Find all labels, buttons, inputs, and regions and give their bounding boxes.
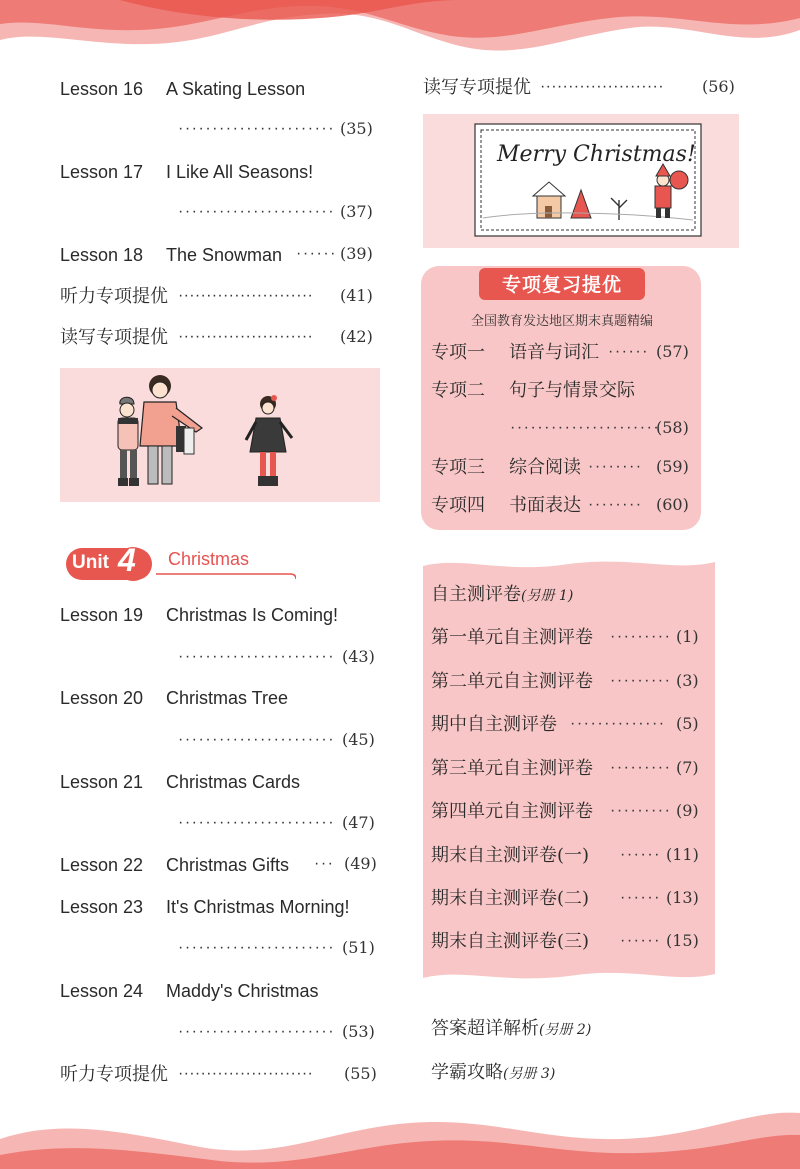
page-number: (58) [656, 418, 689, 437]
winter-children-illustration [60, 368, 380, 502]
lesson-title: Christmas Gifts [166, 855, 290, 875]
page-number: (53) [342, 1022, 375, 1041]
answers-entry [431, 1018, 591, 1041]
leader-dots: ······················· [178, 203, 336, 220]
leader-dots: ······················· [178, 939, 336, 956]
toc-entry-lesson-16 [60, 78, 305, 100]
christmas-card-drawing [423, 114, 739, 248]
leader-dots: ······ [620, 932, 661, 949]
toc-entry-listening: 听力专项提优 [60, 1064, 168, 1085]
unit-number: 4 [118, 542, 136, 578]
page-number: (42) [340, 327, 373, 346]
leader-dots: ······················· [178, 648, 336, 665]
leader-dots: ························ [178, 1065, 314, 1082]
page-number: (55) [344, 1064, 377, 1083]
tests-heading [431, 584, 573, 607]
page-number: (5) [676, 714, 699, 733]
review-item-title: 句子与情景交际 [509, 380, 635, 401]
lesson-number: Lesson 24 [60, 981, 144, 1001]
leader-dots: ························ [178, 328, 314, 345]
page-number: (56) [702, 77, 735, 96]
lesson-number: Lesson 17 [60, 162, 144, 182]
strategy-entry [431, 1062, 555, 1085]
leader-dots: ······················· [178, 814, 336, 831]
top-wave-decoration [0, 0, 800, 70]
lesson-number: Lesson 18 [60, 245, 144, 265]
leader-dots: ········· [610, 802, 672, 819]
toc-entry-lesson-18 [60, 244, 282, 266]
review-header-title: 专项复习提优 [501, 274, 622, 296]
review-item-title: 综合阅读 [509, 457, 581, 478]
page-number: (3) [676, 671, 699, 690]
toc-entry-listening: 听力专项提优 [60, 286, 168, 307]
page-number: (60) [656, 495, 689, 514]
test-item-title: 期中自主测评卷 [431, 714, 557, 735]
lesson-title: It's Christmas Morning! [166, 897, 350, 917]
review-item-label: 专项四 [431, 495, 485, 516]
toc-entry-reading-writing: 读写专项提优 [60, 327, 168, 348]
leader-dots: ······ [620, 846, 661, 863]
page-number: (47) [342, 813, 375, 832]
leader-dots: ··· [314, 855, 335, 872]
page-number: (43) [342, 647, 375, 666]
test-item-title: 第二单元自主测评卷 [431, 671, 593, 692]
page-number: (59) [656, 457, 689, 476]
toc-entry-lesson-20 [60, 687, 288, 709]
review-item-1 [431, 342, 599, 364]
lesson-title: Christmas Is Coming! [166, 605, 339, 625]
lesson-number: Lesson 19 [60, 605, 144, 625]
test-item-title: 期末自主测评卷(三) [431, 931, 590, 952]
merry-christmas-card [423, 114, 739, 248]
page-number: (57) [656, 342, 689, 361]
lesson-number: Lesson 21 [60, 772, 144, 792]
lesson-title: Maddy's Christmas [166, 981, 319, 1001]
page-number: (45) [342, 730, 375, 749]
page-number: (11) [666, 845, 699, 864]
leader-dots: ························ [178, 287, 314, 304]
merry-christmas-text: Merry Christmas! [497, 142, 696, 167]
page-number: (41) [340, 286, 373, 305]
review-item-label: 专项一 [431, 342, 485, 363]
leader-dots: ······················· [178, 731, 336, 748]
page-number: (51) [342, 938, 375, 957]
leader-dots: ········· [610, 759, 672, 776]
toc-entry-lesson-19 [60, 604, 338, 626]
toc-entry-lesson-23 [60, 896, 349, 918]
unit-label: Unit [72, 552, 109, 573]
page-number: (49) [344, 854, 377, 873]
toc-entry-lesson-21 [60, 771, 300, 793]
test-item-title: 第四单元自主测评卷 [431, 801, 593, 822]
test-item-title: 第三单元自主测评卷 [431, 758, 593, 779]
review-item-2 [431, 380, 635, 402]
review-item-title: 语音与词汇 [509, 342, 599, 363]
leader-dots: ······ [620, 889, 661, 906]
toc-entry-lesson-24 [60, 980, 318, 1002]
tests-heading-title: 自主测评卷 [431, 584, 521, 605]
page-number: (9) [676, 801, 699, 820]
review-item-title: 书面表达 [509, 495, 581, 516]
leader-dots: ······················· [178, 1023, 336, 1040]
lesson-number: Lesson 20 [60, 688, 144, 708]
winter-children-drawing [60, 368, 380, 502]
review-subtitle: 全国教育发达地区期末真题精编 [470, 314, 653, 329]
unit-underline [156, 573, 296, 579]
strategy-note: (另册 3) [503, 1066, 556, 1082]
lesson-title: A Skating Lesson [166, 79, 306, 99]
test-item-title: 期末自主测评卷(二) [431, 888, 590, 909]
leader-dots: ······ [296, 245, 337, 262]
strategy-title: 学霸攻略 [431, 1062, 503, 1083]
lesson-title: I Like All Seasons! [166, 162, 314, 182]
leader-dots: ········· [610, 628, 672, 645]
review-item-label: 专项三 [431, 457, 485, 478]
review-item-3 [431, 457, 581, 479]
page-number: (13) [666, 888, 699, 907]
unit-title: Christmas [168, 549, 250, 569]
leader-dots: ······················· [178, 120, 336, 137]
tests-heading-note: (另册 1) [521, 588, 574, 604]
toc-entry-lesson-22 [60, 854, 289, 876]
leader-dots: ·············· [570, 715, 666, 732]
page-number: (1) [676, 627, 699, 646]
lesson-number: Lesson 23 [60, 897, 144, 917]
toc-entry-lesson-17 [60, 161, 313, 183]
leader-dots: ········ [588, 458, 643, 475]
page-number: (35) [340, 119, 373, 138]
leader-dots: ······ [608, 343, 649, 360]
test-item-title: 期末自主测评卷(一) [431, 845, 590, 866]
leader-dots: ······················ [540, 78, 664, 95]
review-item-label: 专项二 [431, 380, 485, 401]
bottom-wave-decoration [0, 1089, 800, 1169]
leader-dots: ······················ [510, 419, 661, 436]
answers-note: (另册 2) [539, 1022, 592, 1038]
leader-dots: ········ [588, 496, 643, 513]
page-number: (15) [666, 931, 699, 950]
leader-dots: ········· [610, 672, 672, 689]
toc-entry-reading-writing: 读写专项提优 [423, 77, 531, 98]
lesson-title: Christmas Cards [166, 772, 301, 792]
lesson-title: Christmas Tree [166, 688, 289, 708]
page-number: (7) [676, 758, 699, 777]
answers-title: 答案超详解析 [431, 1018, 539, 1039]
review-item-4 [431, 495, 581, 517]
lesson-title: The Snowman [166, 245, 283, 265]
lesson-number: Lesson 22 [60, 855, 144, 875]
lesson-number: Lesson 16 [60, 79, 144, 99]
test-item-title: 第一单元自主测评卷 [431, 627, 593, 648]
page-number: (37) [340, 202, 373, 221]
page-number: (39) [340, 244, 373, 263]
